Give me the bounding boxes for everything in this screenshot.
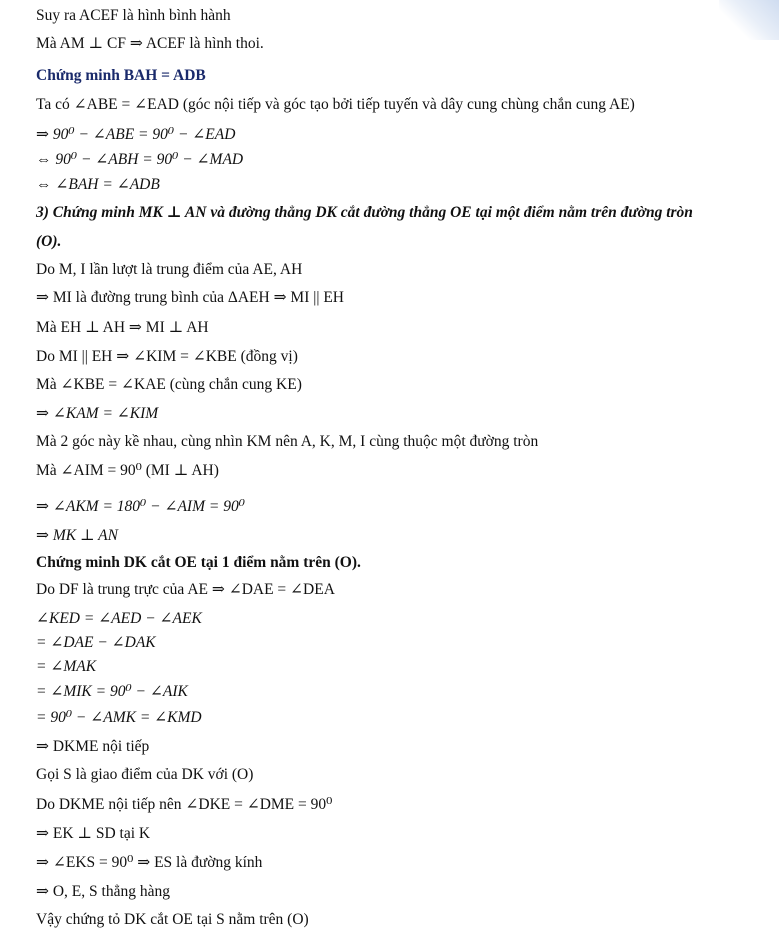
text-line: Mà AM ⊥ CF ⇒ ACEF là hình thoi.	[36, 35, 264, 52]
section-heading: Chứng minh DK cắt OE tại 1 điểm nằm trên (O).	[36, 554, 361, 571]
text-line: Do M, I lần lượt là trung điểm của AE, AH	[36, 261, 303, 278]
math-line: ⇒ ∠KAM = ∠KIM	[36, 405, 159, 422]
math-line: = ∠DAE − ∠DAK	[36, 634, 156, 651]
text-line: Gọi S là giao điểm của DK với (O)	[36, 766, 254, 783]
math-line: = 90⁰ − ∠AMK = ∠KMD	[36, 709, 202, 726]
text-line: Mà ∠AIM = 90⁰ (MI ⊥ AH)	[36, 462, 219, 479]
math-line: = ∠MAK	[36, 658, 97, 675]
text-line: Mà EH ⊥ AH ⇒ MI ⊥ AH	[36, 319, 209, 336]
text-line: ⇒ EK ⊥ SD tại K	[36, 825, 151, 842]
corner-decoration	[719, 0, 779, 40]
math-line: ⇔ 90⁰ − ∠ABH = 90⁰ − ∠MAD	[36, 151, 244, 168]
math-line: ⇒ ∠AKM = 180⁰ − ∠AIM = 90⁰	[36, 498, 245, 515]
text-line: ⇒ MI là đường trung bình của ΔAEH ⇒ MI || EH	[36, 289, 344, 306]
text-line: Mà ∠KBE = ∠KAE (cùng chắn cung KE)	[36, 376, 302, 393]
text-line: Ta có ∠ABE = ∠EAD (góc nội tiếp và góc tạo bởi tiếp tuyến và dây cung chùng chắn cung AE)	[36, 96, 635, 113]
problem-heading: (O).	[36, 233, 62, 250]
math-line: ⇒ MK ⊥ AN	[36, 527, 118, 544]
math-line: ⇒ 90⁰ − ∠ABE = 90⁰ − ∠EAD	[36, 126, 236, 143]
text-line: ⇒ DKME nội tiếp	[36, 738, 150, 755]
text-line: Do DF là trung trực của AE ⇒ ∠DAE = ∠DEA	[36, 581, 335, 598]
section-heading: Chứng minh BAH = ADB	[36, 67, 206, 84]
math-line: = ∠MIK = 90⁰ − ∠AIK	[36, 683, 188, 700]
text-line: Do DKME nội tiếp nên ∠DKE = ∠DME = 90⁰	[36, 796, 333, 813]
text-line: ⇒ ∠EKS = 90⁰ ⇒ ES là đường kính	[36, 854, 263, 871]
text-line: Do MI || EH ⇒ ∠KIM = ∠KBE (đồng vị)	[36, 348, 298, 365]
problem-heading: 3) Chứng minh MK ⊥ AN và đường thẳng DK cắt đường thẳng OE tại một điểm nằm trên đường tròn	[36, 204, 693, 221]
text-line: Suy ra ACEF là hình bình hành	[36, 7, 231, 24]
math-line: ⇔ ∠BAH = ∠ADB	[36, 176, 160, 193]
text-line: Mà 2 góc này kề nhau, cùng nhìn KM nên A, K, M, I cùng thuộc một đường tròn	[36, 433, 539, 450]
math-line: ∠KED = ∠AED − ∠AEK	[36, 610, 202, 627]
text-line: Vậy chứng tỏ DK cắt OE tại S nằm trên (O)	[36, 911, 309, 928]
text-line: ⇒ O, E, S thẳng hàng	[36, 883, 170, 900]
